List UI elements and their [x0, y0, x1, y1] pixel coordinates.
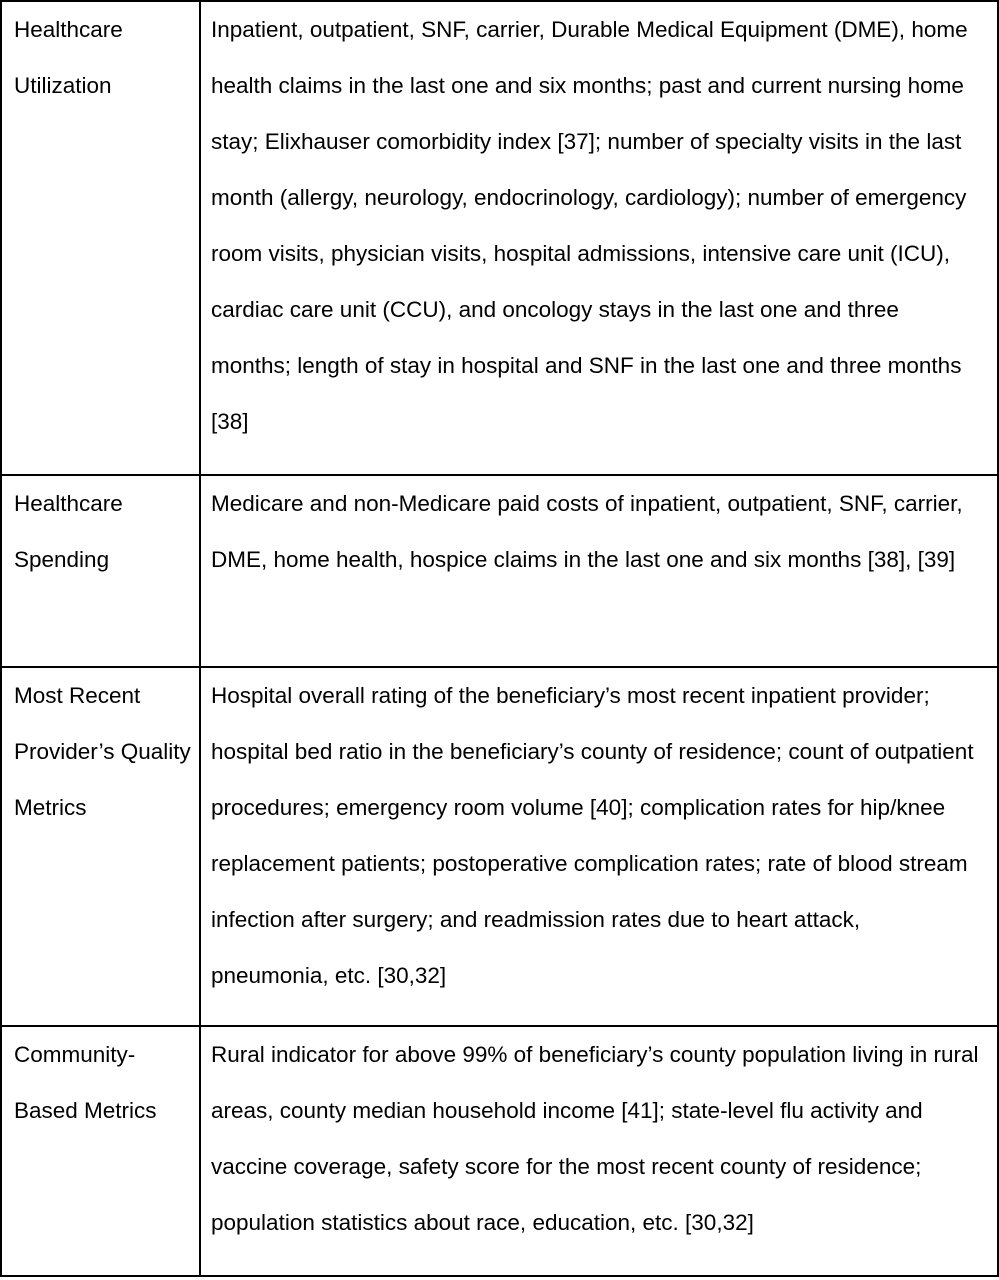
table-row [1, 667, 998, 1026]
description-text: Medicare and non-Medicare paid costs of inpatient, outpatient, SNF, carrier, DME, home health, hospice claims in the last one and six months [38], [39] [211, 491, 963, 572]
description-text: Rural indicator for above 99% of beneficiary’s county population living in rural areas, county median household income [41]; state-level flu activity and vaccine coverage, safety score for the most recent county of residence; population statistics about race, education, etc. [30,32] [211, 1042, 979, 1235]
category-label: Healthcare Utilization [14, 17, 123, 98]
category-cell [1, 667, 200, 1026]
description-cell [200, 1026, 998, 1276]
table-row [1, 1, 998, 475]
category-label: Healthcare Spending [14, 491, 123, 572]
category-cell [1, 1, 200, 475]
description-text: Inpatient, outpatient, SNF, carrier, Durable Medical Equipment (DME), home health claims in the last one and six months; past and current nursing home stay; Elixhauser comorbidity index [37]; number of specialty visits in the last month (allergy, neurology, endocrinology, cardiology); number of emergency room visits, physician visits, hospital admissions, intensive care unit (ICU), cardiac care unit (CCU), and oncology stays in the last one and three months; length of stay in hospital and SNF in the last one and three months [38] [211, 17, 968, 434]
description-text: Hospital overall rating of the beneficiary’s most recent inpatient provider; hospital bed ratio in the beneficiary’s county of residence; count of outpatient procedures; emergency room volume [40]; complication rates for hip/knee replacement patients; postoperative complication rates; rate of blood stream infection after surgery; and readmission rates due to heart attack, pneumonia, etc. [30,32] [211, 683, 974, 988]
description-cell [200, 475, 998, 667]
category-label: Community-Based Metrics [14, 1042, 157, 1123]
description-cell [200, 667, 998, 1026]
category-cell [1, 475, 200, 667]
table-row [1, 1026, 998, 1276]
category-cell [1, 1026, 200, 1276]
table-row [1, 475, 998, 667]
category-label: Most Recent Provider’s Quality Metrics [14, 683, 191, 820]
description-cell [200, 1, 998, 475]
